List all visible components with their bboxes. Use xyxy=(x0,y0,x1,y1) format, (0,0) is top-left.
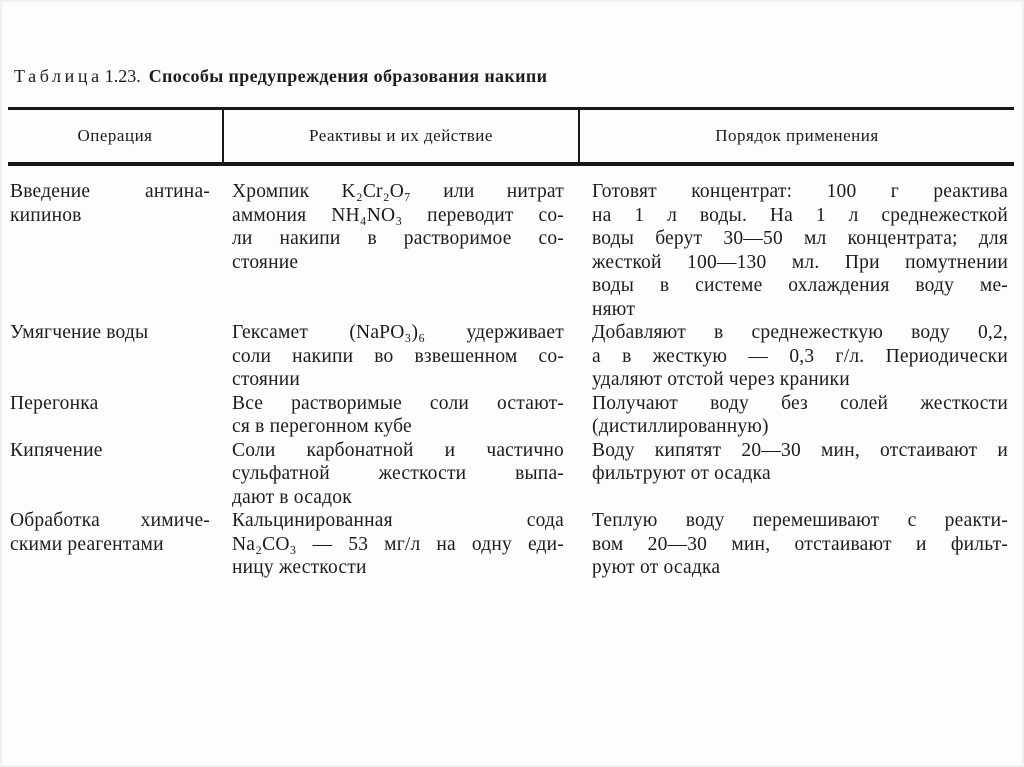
table-row xyxy=(8,321,1014,392)
table-caption xyxy=(14,66,547,87)
table-row xyxy=(8,509,1014,580)
text-line: стояние xyxy=(232,251,299,273)
text-line: Кипячение xyxy=(10,439,103,461)
text-line: скими реагентами xyxy=(10,533,164,555)
operation-cell xyxy=(8,321,222,345)
text-line: ся в перегонном кубе xyxy=(232,416,412,437)
table-caption-word: Таблица xyxy=(14,66,103,86)
text-line: стоянии xyxy=(232,369,300,390)
text-line: дают в осадок xyxy=(232,486,352,508)
operation-cell xyxy=(8,180,222,227)
text-line: Соли карбонатной и частично xyxy=(232,439,564,461)
text-line: жесткой 100—130 мл. При помутнении xyxy=(592,251,1008,273)
operation-cell xyxy=(8,392,222,416)
reagents-cell xyxy=(222,392,578,439)
table-caption-title: Способы предупреждения образования накипи xyxy=(148,66,548,86)
table-row xyxy=(8,180,1014,321)
text-line: ницу жесткости xyxy=(232,557,367,578)
text-line: Умягчение воды xyxy=(10,322,149,343)
application-cell xyxy=(578,321,1014,392)
reagents-cell xyxy=(222,180,578,274)
reagents-cell xyxy=(222,439,578,510)
text-line: Добавляют в среднежесткую воду 0,2, xyxy=(592,322,1008,343)
text-line: Введение антина- xyxy=(10,181,210,202)
table-header-row xyxy=(8,107,1014,166)
application-cell xyxy=(578,180,1014,321)
operation-cell xyxy=(8,439,222,463)
text-line: а в жесткую — 0,3 г/л. Периодически xyxy=(592,345,1008,367)
table-caption-number: 1.23. xyxy=(104,66,141,86)
reagents-cell xyxy=(222,509,578,580)
text-line: (дистиллированную) xyxy=(592,416,769,437)
text-line: воды в системе охлаждения воду ме- xyxy=(592,275,1008,296)
text-line: Готовят концентрат: 100 г реактива xyxy=(592,181,1008,202)
text-line: соли накипи во взвешенном со- xyxy=(232,345,564,367)
application-cell xyxy=(578,509,1014,580)
text-line: удаляют отстой через краники xyxy=(592,369,850,390)
header-application: Порядок применения xyxy=(578,110,1014,162)
text-line: Na₂CO₃ — 53 мг/л на одну еди- xyxy=(232,533,564,555)
text-line: няют xyxy=(592,298,636,320)
text-line: Кальцинированная сода xyxy=(232,510,564,531)
operation-cell xyxy=(8,509,222,556)
reagents-cell xyxy=(222,321,578,392)
text-line: вом 20—30 мин, отстаивают и фильт- xyxy=(592,533,1008,555)
text-line: аммония NH₄NO₃ переводит со- xyxy=(232,204,564,226)
text-line: руют от осадка xyxy=(592,557,721,578)
text-line: Обработка химиче- xyxy=(10,510,210,531)
data-table xyxy=(8,107,1014,580)
application-cell xyxy=(578,392,1014,439)
header-reagents: Реактивы и их действие xyxy=(222,110,578,162)
text-line: Воду кипятят 20—30 мин, отстаивают и xyxy=(592,439,1008,461)
header-operation: Операция xyxy=(77,126,153,145)
text-line: на 1 л воды. На 1 л среднежесткой xyxy=(592,204,1008,226)
table-body xyxy=(8,166,1014,580)
application-cell xyxy=(578,439,1014,486)
text-line: Получают воду без солей жесткости xyxy=(592,392,1008,414)
text-line: сульфатной жесткости выпа- xyxy=(232,463,564,484)
text-line: ли накипи в растворимое со- xyxy=(232,228,564,249)
table-row xyxy=(8,392,1014,439)
text-line: фильтруют от осадка xyxy=(592,463,771,484)
text-line: Хромпик K₂Cr₂O₇ или нитрат xyxy=(232,181,564,202)
text-line: Теплую воду перемешивают с реакти- xyxy=(592,510,1008,531)
text-line: Перегонка xyxy=(10,392,99,414)
text-line: Все растворимые соли остают- xyxy=(232,392,564,414)
text-line: Гексамет (NaPO₃)₆ удерживает xyxy=(232,322,564,343)
text-line: воды берут 30—50 мл концентрата; для xyxy=(592,228,1008,249)
table-row xyxy=(8,439,1014,510)
text-line: кипинов xyxy=(10,204,82,226)
